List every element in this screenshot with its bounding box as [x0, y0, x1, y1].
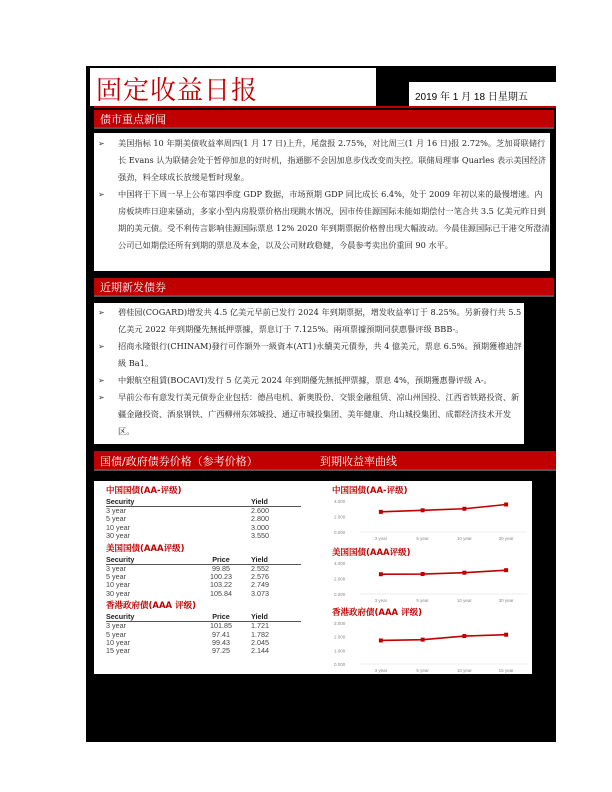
svg-text:4.000: 4.000 — [334, 561, 346, 566]
svg-text:3 year: 3 year — [374, 598, 388, 603]
table-row: 10 year 103.22 2.749 — [106, 580, 269, 590]
chart-title: 香港政府债(AAA 评级) — [332, 608, 422, 618]
svg-text:0.000: 0.000 — [334, 530, 346, 535]
col-yield: Yield — [251, 612, 301, 622]
yield-charts — [332, 486, 532, 674]
date-box — [409, 82, 557, 108]
section-title-yield-curve: 到期收益率曲线 — [320, 455, 397, 468]
svg-text:4.000: 4.000 — [334, 499, 346, 504]
table-title: 中国国债(AA-评级) — [106, 486, 182, 496]
svg-text:15 year: 15 year — [498, 668, 514, 673]
col-price: Price — [191, 612, 251, 622]
issue-item: ➢ 中銀航空租賃(BOCAVI)发行 5 亿美元 2024 年到期優先無抵押票據，票息 4%，預期獲惠譽评级 A-。 — [94, 372, 524, 389]
svg-text:10 year: 10 year — [456, 668, 472, 673]
prices-panel — [94, 481, 532, 674]
issue-item: ➢ 招商永隆银行(CHINAM)發行可作額外一級資本(AT1)永續美元債券，共 4 億美元，票息 6.5%。預期獲穆迪評級 Ba1。 — [94, 338, 524, 372]
header-divider — [94, 106, 556, 108]
table-cn-bonds — [106, 486, 301, 541]
arrow-bullet-icon: ➢ — [98, 393, 105, 402]
table-title: 香港政府债(AAA 评级) — [106, 601, 196, 612]
arrow-bullet-icon: ➢ — [98, 308, 105, 317]
col-yield: Yield — [251, 497, 301, 507]
svg-text:0.000: 0.000 — [334, 662, 346, 667]
section-title-new-issues: 近期新发债券 — [100, 281, 166, 294]
table-row: 10 year 99.43 2.045 — [106, 638, 269, 648]
section-bar-news — [94, 110, 554, 129]
table-hk-govt-bonds — [106, 601, 301, 656]
line-chart — [332, 559, 532, 604]
col-security: Security — [106, 555, 191, 565]
news-panel — [94, 133, 550, 271]
table-row: 30 year 3.550 — [106, 531, 269, 541]
svg-text:2.000: 2.000 — [334, 514, 346, 520]
svg-text:5 year: 5 year — [416, 536, 429, 541]
news-item: ➢ 中国将于下周一早上公布第四季度 GDP 数据，市场预期 GDP 同比成长 6.4%，处于 2009 年初以来的最慢增速。内房板块昨日迎来骚动，多家小型内房股票价格出现跳水情况，因市传佳源国际未能如期偿付一笔合共 3.5 亿美元昨日到期的美元债。受不利传言影响佳源国际票息 12% 2020 年到期票据价格曾出现大幅波动。今晨佳源国际已于港交所澄清公司已如期偿还所有到期的票息及本金，以及公司财政稳健，今晨参考卖出价重回 90 水平。 — [94, 186, 550, 254]
svg-text:1.000: 1.000 — [334, 648, 346, 654]
arrow-bullet-icon: ➢ — [98, 139, 105, 148]
section-title-news: 债市重点新闻 — [100, 113, 166, 126]
table-row: 10 year 3.000 — [106, 522, 269, 532]
col-security: Security — [106, 612, 191, 622]
section-bar-new-issues — [94, 278, 554, 297]
svg-text:2.000: 2.000 — [334, 576, 346, 582]
table-us-treasuries — [106, 544, 301, 599]
svg-text:5 year: 5 year — [416, 668, 429, 673]
arrow-bullet-icon: ➢ — [98, 376, 105, 385]
chart-title: 美国国债(AAA评级) — [332, 548, 411, 558]
col-security: Security — [106, 497, 191, 507]
table-row: 3 year 101.85 1.721 — [106, 621, 269, 631]
col-price: Price — [191, 555, 251, 565]
issue-item: ➢ 早前公布有意发行美元债券企业包括：德昌电机、新奥股份、交银金融租赁、凉山州国投、江西省铁路投资、新疆金融投资、酒泉钢铁、广西柳州东郊城投、通辽市城投集团、美年健康、舟山城投集团、成都经济技术开发区。 — [94, 389, 524, 440]
line-chart — [332, 497, 532, 542]
chart-us-treasuries — [332, 548, 532, 604]
page-title: 固定收益日报 — [96, 76, 259, 106]
arrow-bullet-icon: ➢ — [98, 190, 105, 199]
news-item: ➢ 美国指标 10 年期美债收益率周四(1 月 17 日)上升，尾盘报 2.75%，对比周三(1 月 16 日)报 2.72%。芝加哥联储行长 Evans 认为联储会处于暂停加息的好时机，指通膨不会因加息步伐改变而失控。联储局理事 Quarles 表示美国经济强劲，料全球成长放缓是暂时现象。 — [94, 135, 550, 186]
svg-text:10 year: 10 year — [456, 536, 472, 541]
table-row: 5 year 2.800 — [106, 514, 269, 524]
table-row: 15 year 97.25 2.144 — [106, 646, 269, 656]
chart-title: 中国国债(AA-评级) — [332, 486, 408, 496]
section-bar-prices — [94, 451, 556, 471]
svg-text:10 year: 10 year — [456, 598, 472, 603]
svg-text:30 year: 30 year — [498, 598, 514, 603]
table-title: 美国国债(AAA评级) — [106, 543, 185, 554]
new-issues-panel — [94, 303, 524, 444]
table-row: 30 year 105.84 3.073 — [106, 588, 269, 598]
svg-text:0.000: 0.000 — [334, 592, 346, 597]
chart-hk-govt-bonds — [332, 608, 532, 674]
title-box — [90, 68, 376, 106]
table-row: 5 year 97.41 1.782 — [106, 629, 269, 639]
report-date: 2019 年 1 月 18 日星期五 — [415, 92, 528, 103]
table-row: 3 year 99.85 2.552 — [106, 563, 269, 573]
col-price — [191, 497, 251, 507]
svg-text:30 year: 30 year — [498, 536, 514, 541]
chart-cn-bonds — [332, 486, 532, 542]
section-title-prices: 国债/政府债券价格（参考价格） — [100, 455, 258, 468]
price-tables — [106, 486, 301, 659]
col-yield: Yield — [251, 555, 301, 565]
table-row: 5 year 100.23 2.576 — [106, 572, 269, 582]
svg-text:3.000: 3.000 — [334, 621, 346, 626]
svg-text:5 year: 5 year — [416, 598, 429, 603]
svg-text:2.000: 2.000 — [334, 634, 346, 640]
svg-text:3 year: 3 year — [374, 536, 388, 541]
table-row: 3 year 2.600 — [106, 506, 269, 515]
line-chart — [332, 619, 532, 674]
issue-item: ➢ 碧桂园(COGARD)增发共 4.5 亿美元早前已发行 2024 年到期票据，增发收益率订于 8.25%。另新發行共 5.5 亿美元 2022 年到期優先無抵押票據，票息订于 7.125%。兩項票據預期同获惠譽评级 BBB-。 — [94, 304, 524, 338]
svg-text:3 year: 3 year — [374, 668, 388, 673]
arrow-bullet-icon: ➢ — [98, 342, 105, 351]
